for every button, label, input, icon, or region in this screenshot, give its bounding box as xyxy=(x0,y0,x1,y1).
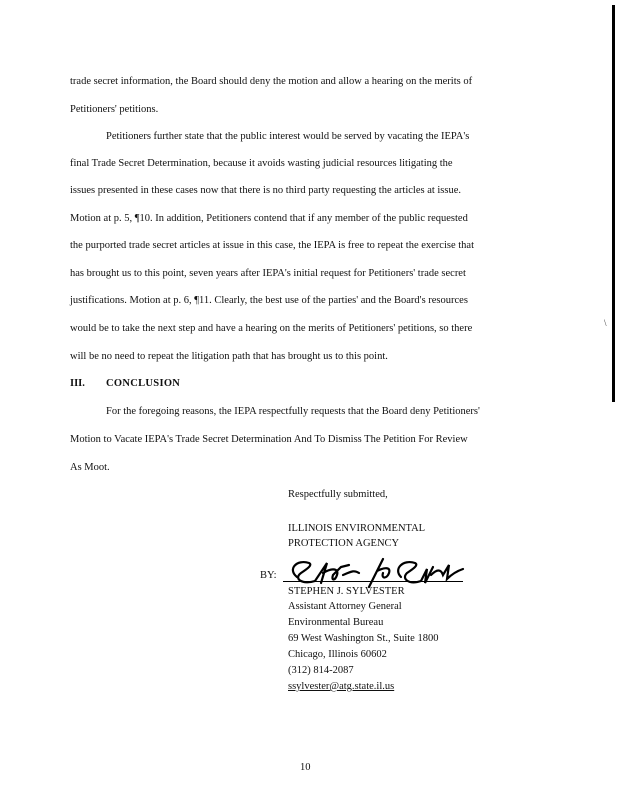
page-number: 10 xyxy=(300,762,311,773)
section-title: CONCLUSION xyxy=(106,378,181,389)
margin-bar xyxy=(612,5,615,402)
signer-title: Assistant Attorney General xyxy=(288,601,402,612)
signature-line xyxy=(283,581,463,582)
body-line: For the foregoing reasons, the IEPA respectfully requests that the Board deny Petitioners' xyxy=(106,406,480,417)
body-line: As Moot. xyxy=(70,462,110,473)
by-label: BY: xyxy=(260,570,277,581)
closing: Respectfully submitted, xyxy=(288,489,388,500)
margin-mark: \ xyxy=(604,318,607,328)
body-line: the purported trade secret articles at issue in this case, the IEPA is free to repeat the exercise that xyxy=(70,240,474,251)
phone: (312) 814-2087 xyxy=(288,665,354,676)
body-line: Petitioners further state that the public interest would be served by vacating the IEPA's xyxy=(106,131,470,142)
body-line: will be no need to repeat the litigation path that has brought us to this point. xyxy=(70,351,388,362)
address-line: 69 West Washington St., Suite 1800 xyxy=(288,633,439,644)
signer-name: STEPHEN J. SYLVESTER xyxy=(288,586,405,597)
body-line: final Trade Secret Determination, because it avoids wasting judicial resources litigating the xyxy=(70,158,453,169)
section-number: III. xyxy=(70,378,85,389)
body-line: trade secret information, the Board should deny the motion and allow a hearing on the merits of xyxy=(70,76,473,87)
body-line: Motion at p. 5, ¶10. In addition, Petitioners contend that if any member of the public requested xyxy=(70,213,468,224)
body-line: justifications. Motion at p. 6, ¶11. Clearly, the best use of the parties' and the Board's resources xyxy=(70,295,468,306)
body-line: would be to take the next step and have a hearing on the merits of Petitioners' petitions, so there xyxy=(70,323,473,334)
body-line: has brought us to this point, seven years after IEPA's initial request for Petitioners' trade secret xyxy=(70,268,466,279)
email-link[interactable]: ssylvester@atg.state.il.us xyxy=(288,681,395,692)
body-line: issues presented in these cases now that there is no third party requesting the articles at issue. xyxy=(70,185,462,196)
body-line: Motion to Vacate IEPA's Trade Secret Determination And To Dismiss The Petition For Review xyxy=(70,434,468,445)
agency-name: ILLINOIS ENVIRONMENTAL xyxy=(288,523,426,534)
body-line: Petitioners' petitions. xyxy=(70,104,159,115)
address-line: Chicago, Illinois 60602 xyxy=(288,649,387,660)
agency-name: PROTECTION AGENCY xyxy=(288,538,400,549)
signer-bureau: Environmental Bureau xyxy=(288,617,384,628)
